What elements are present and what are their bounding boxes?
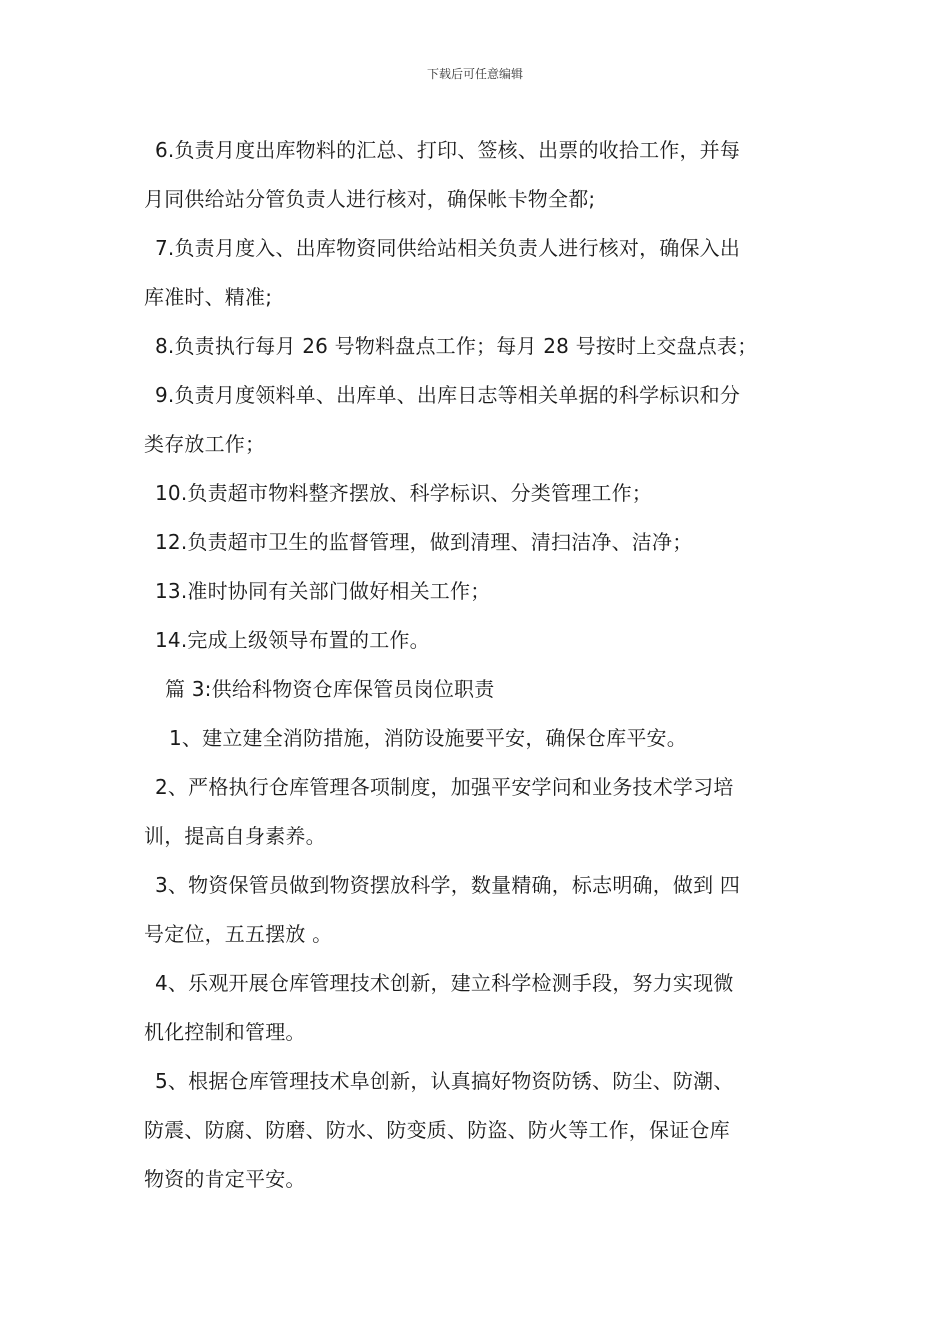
paragraph-line: 库准时、精准; [144,285,273,309]
paragraph-line: 2、严格执行仓库管理各项制度，加强平安学问和业务技术学习培 [155,775,734,799]
paragraph-line: 物资的肯定平安。 [144,1167,306,1191]
page-header: 下载后可任意编辑 [426,67,523,81]
paragraph-line: 6.负责月度出库物料的汇总、打印、签核、出票的收拾工作，并每 [155,138,741,162]
paragraph-line: 月同供给站分管负责人进行核对，确保帐卡物全都; [144,187,596,211]
paragraph-line: 机化控制和管理。 [144,1020,306,1044]
paragraph-line: 5、根据仓库管理技术阜创新，认真搞好物资防锈、防尘、防潮、 [155,1069,734,1093]
section-heading: 篇 3:供给科物资仓库保管员岗位职责 [165,677,495,701]
paragraph-line: 7.负责月度入、出库物资同供给站相关负责人进行核对，确保入出 [155,236,741,260]
paragraph-line: 3、物资保管员做到物资摆放科学，数量精确，标志明确，做到 四 [155,873,741,897]
paragraph-line: 1、建立建全消防措施，消防设施要平安，确保仓库平安。 [169,726,687,750]
paragraph-line: 号定位，五五摆放 。 [144,922,333,946]
paragraph-line: 8.负责执行每月 26 号物料盘点工作；每月 28 号按时上交盘点表； [155,334,758,358]
paragraph-line: 训，提高自身素养。 [144,824,326,848]
paragraph-line: 13.准时协同有关部门做好相关工作； [155,579,491,603]
paragraph-line: 14.完成上级领导布置的工作。 [155,628,430,652]
paragraph-line: 类存放工作； [144,432,266,456]
paragraph-line: 防震、防腐、防磨、防水、防变质、防盗、防火等工作，保证仓库 [144,1118,730,1142]
paragraph-line: 12.负责超市卫生的监督管理，做到清理、清扫洁净、洁净； [155,530,693,554]
paragraph-line: 9.负责月度领料单、出库单、出库日志等相关单据的科学标识和分 [155,383,741,407]
document-body [144,126,816,1204]
paragraph-line: 4、乐观开展仓库管理技术创新，建立科学检测手段，努力实现微 [155,971,734,995]
paragraph-line: 10.负责超市物料整齐摆放、科学标识、分类管理工作； [155,481,653,505]
